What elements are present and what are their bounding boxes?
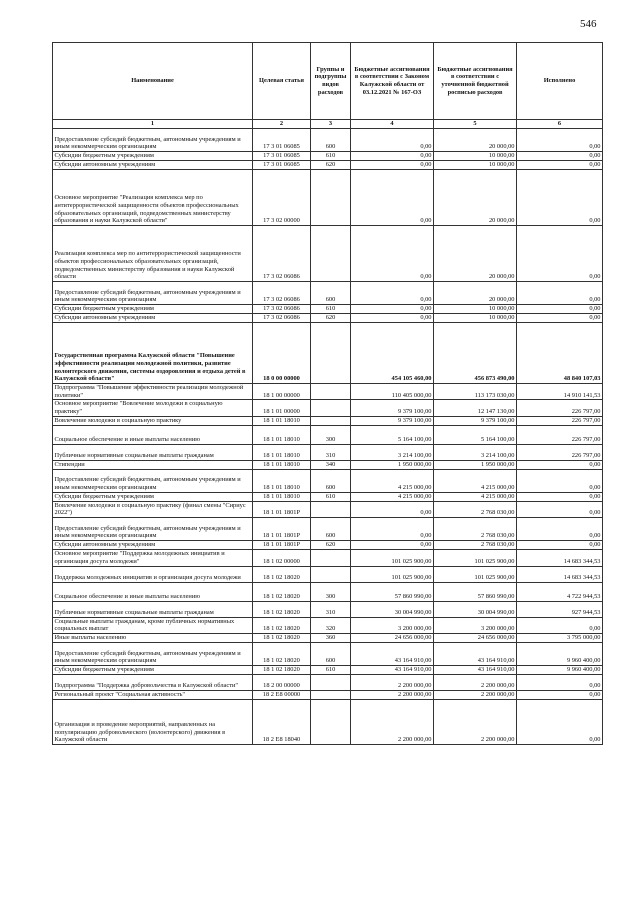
cell-name: Предоставление субсидий бюджетным, автономным учреждениям и иным некоммерческим организациям bbox=[53, 129, 253, 152]
cell-refined: 2 768 030,00 bbox=[434, 541, 517, 550]
cell-target: 17 3 01 06085 bbox=[253, 129, 311, 152]
cell-done: 0,00 bbox=[517, 674, 603, 690]
table-row bbox=[53, 323, 603, 384]
cell-law: 101 025 900,00 bbox=[351, 566, 434, 582]
cell-group bbox=[311, 226, 351, 282]
cell-done: 0,00 bbox=[517, 152, 603, 161]
cell-law: 0,00 bbox=[351, 170, 434, 226]
cell-done: 0,00 bbox=[517, 501, 603, 517]
table-row bbox=[53, 550, 603, 566]
cell-group: 610 bbox=[311, 305, 351, 314]
cell-law: 24 656 000,00 bbox=[351, 633, 434, 642]
header-target: Целевая статья bbox=[253, 43, 311, 120]
header-group: Группы и подгруппы видов расходов bbox=[311, 43, 351, 120]
cell-name: Организация и проведение мероприятий, направленных на популяризацию добровольческого (волонтерского) движения в Калужской области bbox=[53, 699, 253, 744]
cell-name: Стипендии bbox=[53, 460, 253, 469]
cell-name: Государственная программа Калужской области "Повышение эффективности реализации молодежной политики, развитие волонтерского движения, системы оздоровления и отдыха детей в Калужской области" bbox=[53, 323, 253, 384]
page-number: 546 bbox=[580, 18, 597, 30]
table-row bbox=[53, 665, 603, 674]
cell-done: 48 840 107,03 bbox=[517, 323, 603, 384]
cell-name: Социальное обеспечение и иные выплаты населению bbox=[53, 425, 253, 444]
cell-group: 360 bbox=[311, 633, 351, 642]
cell-group: 620 bbox=[311, 541, 351, 550]
cell-name: Вовлечение молодежи в социальную практику bbox=[53, 416, 253, 425]
cell-refined: 9 379 100,00 bbox=[434, 416, 517, 425]
cell-refined: 10 000,00 bbox=[434, 152, 517, 161]
cell-refined: 456 873 490,00 bbox=[434, 323, 517, 384]
cell-group: 620 bbox=[311, 314, 351, 323]
table-row bbox=[53, 601, 603, 617]
cell-group: 610 bbox=[311, 492, 351, 501]
cell-target: 18 1 02 18020 bbox=[253, 633, 311, 642]
cell-law: 4 215 000,00 bbox=[351, 469, 434, 492]
cell-name: Публичные нормативные социальные выплаты гражданам bbox=[53, 601, 253, 617]
cell-group: 340 bbox=[311, 460, 351, 469]
cell-group bbox=[311, 501, 351, 517]
cell-refined: 43 164 910,00 bbox=[434, 665, 517, 674]
cell-target: 17 3 02 06086 bbox=[253, 282, 311, 305]
cell-law: 4 215 000,00 bbox=[351, 492, 434, 501]
cell-group: 610 bbox=[311, 665, 351, 674]
cell-law: 0,00 bbox=[351, 314, 434, 323]
cell-name: Предоставление субсидий бюджетным, автономным учреждениям и иным некоммерческим организациям bbox=[53, 518, 253, 541]
cell-done: 0,00 bbox=[517, 129, 603, 152]
cell-target: 17 3 02 06086 bbox=[253, 314, 311, 323]
cell-group bbox=[311, 690, 351, 699]
cell-law: 454 105 460,00 bbox=[351, 323, 434, 384]
cell-target: 18 1 01 18010 bbox=[253, 416, 311, 425]
cell-group bbox=[311, 674, 351, 690]
table-row bbox=[53, 444, 603, 460]
table-row bbox=[53, 492, 603, 501]
table-row bbox=[53, 425, 603, 444]
cell-target: 17 3 02 06086 bbox=[253, 305, 311, 314]
cell-target: 17 3 01 06085 bbox=[253, 161, 311, 170]
cell-name: Подпрограмма "Повышение эффективности реализации молодежной политики" bbox=[53, 384, 253, 400]
cell-name: Субсидии бюджетным учреждениям bbox=[53, 492, 253, 501]
cell-law: 9 379 100,00 bbox=[351, 400, 434, 416]
cell-refined: 2 768 030,00 bbox=[434, 501, 517, 517]
cell-done: 927 944,53 bbox=[517, 601, 603, 617]
cell-done: 0,00 bbox=[517, 492, 603, 501]
table-row bbox=[53, 400, 603, 416]
cell-target: 18 2 Е8 18040 bbox=[253, 699, 311, 744]
cell-done: 9 960 400,00 bbox=[517, 642, 603, 665]
cell-refined: 3 200 000,00 bbox=[434, 617, 517, 633]
cell-name: Предоставление субсидий бюджетным, автономным учреждениям и иным некоммерческим организациям bbox=[53, 469, 253, 492]
cell-refined: 2 200 000,00 bbox=[434, 699, 517, 744]
table-row bbox=[53, 582, 603, 601]
index-row bbox=[53, 120, 603, 129]
cell-target: 18 1 01 18010 bbox=[253, 425, 311, 444]
table-row bbox=[53, 152, 603, 161]
cell-done: 0,00 bbox=[517, 518, 603, 541]
cell-done: 226 797,00 bbox=[517, 444, 603, 460]
table-row bbox=[53, 226, 603, 282]
cell-name: Подпрограмма "Поддержка добровольчества в Калужской области" bbox=[53, 674, 253, 690]
index-cell: 5 bbox=[434, 120, 517, 129]
cell-law: 3 214 100,00 bbox=[351, 444, 434, 460]
cell-done: 226 797,00 bbox=[517, 416, 603, 425]
cell-refined: 30 004 990,00 bbox=[434, 601, 517, 617]
cell-name: Предоставление субсидий бюджетным, автономным учреждениям и иным некоммерческим организациям bbox=[53, 282, 253, 305]
table-row bbox=[53, 469, 603, 492]
table-row bbox=[53, 633, 603, 642]
cell-done: 9 960 400,00 bbox=[517, 665, 603, 674]
cell-target: 18 1 01 18010 bbox=[253, 469, 311, 492]
cell-refined: 12 147 130,00 bbox=[434, 400, 517, 416]
cell-done: 14 683 344,53 bbox=[517, 550, 603, 566]
cell-group: 610 bbox=[311, 152, 351, 161]
cell-group: 600 bbox=[311, 129, 351, 152]
cell-target: 18 1 02 00000 bbox=[253, 550, 311, 566]
table-row bbox=[53, 541, 603, 550]
cell-law: 0,00 bbox=[351, 152, 434, 161]
table-row bbox=[53, 282, 603, 305]
cell-group: 310 bbox=[311, 601, 351, 617]
cell-done: 3 795 000,00 bbox=[517, 633, 603, 642]
cell-law: 0,00 bbox=[351, 518, 434, 541]
cell-name: Субсидии бюджетным учреждениям bbox=[53, 152, 253, 161]
cell-refined: 1 950 000,00 bbox=[434, 460, 517, 469]
cell-name: Основное мероприятие "Реализация комплекса мер по антитеррористической защищенности объектов профессиональных образовательных организаций, подведомственных министерству образования и науки Калужской области" bbox=[53, 170, 253, 226]
cell-target: 17 3 02 06086 bbox=[253, 226, 311, 282]
table-row bbox=[53, 566, 603, 582]
cell-target: 18 1 02 18020 bbox=[253, 601, 311, 617]
cell-done: 0,00 bbox=[517, 460, 603, 469]
cell-law: 0,00 bbox=[351, 282, 434, 305]
cell-refined: 2 768 030,00 bbox=[434, 518, 517, 541]
cell-name: Субсидии бюджетным учреждениям bbox=[53, 305, 253, 314]
cell-name: Субсидии автономным учреждениям bbox=[53, 541, 253, 550]
cell-refined: 4 215 000,00 bbox=[434, 469, 517, 492]
table-row bbox=[53, 416, 603, 425]
cell-target: 18 2 Е8 00000 bbox=[253, 690, 311, 699]
table-row bbox=[53, 617, 603, 633]
cell-done: 0,00 bbox=[517, 161, 603, 170]
cell-refined: 10 000,00 bbox=[434, 305, 517, 314]
header-done: Исполнено bbox=[517, 43, 603, 120]
index-cell: 6 bbox=[517, 120, 603, 129]
cell-law: 30 004 990,00 bbox=[351, 601, 434, 617]
cell-target: 18 1 01 18010 bbox=[253, 492, 311, 501]
budget-table bbox=[52, 42, 603, 745]
table-row bbox=[53, 314, 603, 323]
header-law: Бюджетные ассигнования в соответствии с Законом Калужской области от 03.12.2021 № 167-ОЗ bbox=[351, 43, 434, 120]
cell-group: 300 bbox=[311, 425, 351, 444]
cell-name: Реализация комплекса мер по антитеррористической защищенности объектов профессиональных образовательных организаций, подведомственных министерству образования и науки Калужской области bbox=[53, 226, 253, 282]
cell-law: 101 025 900,00 bbox=[351, 550, 434, 566]
cell-done: 4 722 944,53 bbox=[517, 582, 603, 601]
cell-law: 5 164 100,00 bbox=[351, 425, 434, 444]
cell-target: 18 1 02 18020 bbox=[253, 582, 311, 601]
cell-done: 14 683 344,53 bbox=[517, 566, 603, 582]
cell-target: 18 1 01 18010 bbox=[253, 444, 311, 460]
cell-law: 43 164 910,00 bbox=[351, 642, 434, 665]
cell-law: 2 200 000,00 bbox=[351, 690, 434, 699]
cell-group bbox=[311, 416, 351, 425]
table-row bbox=[53, 170, 603, 226]
cell-target: 18 1 01 1801Р bbox=[253, 518, 311, 541]
cell-group: 600 bbox=[311, 282, 351, 305]
cell-done: 0,00 bbox=[517, 305, 603, 314]
table-row bbox=[53, 460, 603, 469]
header-refined: Бюджетные ассигнования в соответствии с уточненной бюджетной росписью расходов bbox=[434, 43, 517, 120]
cell-done: 0,00 bbox=[517, 541, 603, 550]
cell-name: Публичные нормативные социальные выплаты гражданам bbox=[53, 444, 253, 460]
cell-law: 2 200 000,00 bbox=[351, 674, 434, 690]
cell-target: 17 3 01 06085 bbox=[253, 152, 311, 161]
cell-law: 0,00 bbox=[351, 501, 434, 517]
table-row bbox=[53, 699, 603, 744]
cell-refined: 2 200 000,00 bbox=[434, 674, 517, 690]
cell-name: Социальные выплаты гражданам, кроме публичных нормативных социальных выплат bbox=[53, 617, 253, 633]
cell-target: 18 2 00 00000 bbox=[253, 674, 311, 690]
cell-refined: 101 025 900,00 bbox=[434, 566, 517, 582]
cell-group: 600 bbox=[311, 642, 351, 665]
cell-law: 0,00 bbox=[351, 305, 434, 314]
cell-refined: 113 173 030,00 bbox=[434, 384, 517, 400]
cell-group: 620 bbox=[311, 161, 351, 170]
cell-refined: 20 000,00 bbox=[434, 226, 517, 282]
header-name: Наименование bbox=[53, 43, 253, 120]
cell-done: 226 797,00 bbox=[517, 400, 603, 416]
index-cell: 1 bbox=[53, 120, 253, 129]
cell-done: 0,00 bbox=[517, 282, 603, 305]
cell-target: 18 1 02 18020 bbox=[253, 642, 311, 665]
table-row bbox=[53, 642, 603, 665]
cell-refined: 3 214 100,00 bbox=[434, 444, 517, 460]
table-row bbox=[53, 384, 603, 400]
cell-group bbox=[311, 384, 351, 400]
cell-group bbox=[311, 170, 351, 226]
cell-group bbox=[311, 400, 351, 416]
cell-law: 0,00 bbox=[351, 226, 434, 282]
cell-group: 310 bbox=[311, 444, 351, 460]
cell-law: 43 164 910,00 bbox=[351, 665, 434, 674]
cell-group: 600 bbox=[311, 469, 351, 492]
table-row bbox=[53, 501, 603, 517]
cell-refined: 4 215 000,00 bbox=[434, 492, 517, 501]
cell-target: 18 1 01 1801Р bbox=[253, 541, 311, 550]
cell-refined: 20 000,00 bbox=[434, 129, 517, 152]
cell-done: 0,00 bbox=[517, 226, 603, 282]
cell-name: Вовлечение молодежи в социальную практику (финал смены "Сириус 2022") bbox=[53, 501, 253, 517]
cell-refined: 20 000,00 bbox=[434, 170, 517, 226]
table-row bbox=[53, 161, 603, 170]
cell-target: 18 1 02 18020 bbox=[253, 617, 311, 633]
cell-done: 0,00 bbox=[517, 469, 603, 492]
cell-group bbox=[311, 566, 351, 582]
cell-group: 300 bbox=[311, 582, 351, 601]
cell-law: 0,00 bbox=[351, 161, 434, 170]
cell-target: 18 1 01 1801Р bbox=[253, 501, 311, 517]
cell-name: Иные выплаты населению bbox=[53, 633, 253, 642]
table-row bbox=[53, 129, 603, 152]
cell-law: 1 950 000,00 bbox=[351, 460, 434, 469]
cell-target: 18 1 01 18010 bbox=[253, 460, 311, 469]
cell-group bbox=[311, 323, 351, 384]
cell-refined: 43 164 910,00 bbox=[434, 642, 517, 665]
table-body bbox=[53, 129, 603, 745]
cell-refined: 20 000,00 bbox=[434, 282, 517, 305]
cell-refined: 24 656 000,00 bbox=[434, 633, 517, 642]
cell-done: 0,00 bbox=[517, 617, 603, 633]
cell-target: 17 3 02 00000 bbox=[253, 170, 311, 226]
cell-law: 0,00 bbox=[351, 129, 434, 152]
cell-target: 18 1 02 18020 bbox=[253, 566, 311, 582]
cell-done: 0,00 bbox=[517, 170, 603, 226]
cell-done: 0,00 bbox=[517, 314, 603, 323]
cell-group bbox=[311, 550, 351, 566]
cell-name: Субсидии бюджетным учреждениям bbox=[53, 665, 253, 674]
cell-name: Субсидии автономным учреждениям bbox=[53, 161, 253, 170]
table-row bbox=[53, 305, 603, 314]
table-row bbox=[53, 518, 603, 541]
cell-done: 0,00 bbox=[517, 699, 603, 744]
index-cell: 4 bbox=[351, 120, 434, 129]
cell-law: 110 405 000,00 bbox=[351, 384, 434, 400]
cell-done: 0,00 bbox=[517, 690, 603, 699]
cell-name: Социальное обеспечение и иные выплаты населению bbox=[53, 582, 253, 601]
cell-target: 18 1 02 18020 bbox=[253, 665, 311, 674]
cell-refined: 2 200 000,00 bbox=[434, 690, 517, 699]
index-cell: 3 bbox=[311, 120, 351, 129]
cell-refined: 5 164 100,00 bbox=[434, 425, 517, 444]
cell-name: Основное мероприятие "Вовлечение молодежи в социальную практику" bbox=[53, 400, 253, 416]
cell-group bbox=[311, 699, 351, 744]
cell-target: 18 1 01 00000 bbox=[253, 400, 311, 416]
cell-target: 18 1 00 00000 bbox=[253, 384, 311, 400]
cell-group: 600 bbox=[311, 518, 351, 541]
cell-name: Субсидии автономным учреждениям bbox=[53, 314, 253, 323]
table-header-row bbox=[53, 43, 603, 120]
cell-name: Региональный проект "Социальная активность" bbox=[53, 690, 253, 699]
table-row bbox=[53, 674, 603, 690]
cell-name: Предоставление субсидий бюджетным, автономным учреждениям и иным некоммерческим организациям bbox=[53, 642, 253, 665]
cell-done: 226 797,00 bbox=[517, 425, 603, 444]
cell-target: 18 0 00 00000 bbox=[253, 323, 311, 384]
cell-law: 57 860 990,00 bbox=[351, 582, 434, 601]
cell-refined: 10 000,00 bbox=[434, 314, 517, 323]
cell-done: 14 910 141,53 bbox=[517, 384, 603, 400]
table-row bbox=[53, 690, 603, 699]
cell-name: Поддержка молодежных инициатив и организация досуга молодежи bbox=[53, 566, 253, 582]
index-cell: 2 bbox=[253, 120, 311, 129]
cell-refined: 101 025 900,00 bbox=[434, 550, 517, 566]
cell-law: 2 200 000,00 bbox=[351, 699, 434, 744]
cell-name: Основное мероприятие "Поддержка молодежных инициатив и организация досуга молодежи" bbox=[53, 550, 253, 566]
cell-refined: 10 000,00 bbox=[434, 161, 517, 170]
cell-refined: 57 860 990,00 bbox=[434, 582, 517, 601]
cell-law: 3 200 000,00 bbox=[351, 617, 434, 633]
cell-group: 320 bbox=[311, 617, 351, 633]
cell-law: 9 379 100,00 bbox=[351, 416, 434, 425]
cell-law: 0,00 bbox=[351, 541, 434, 550]
